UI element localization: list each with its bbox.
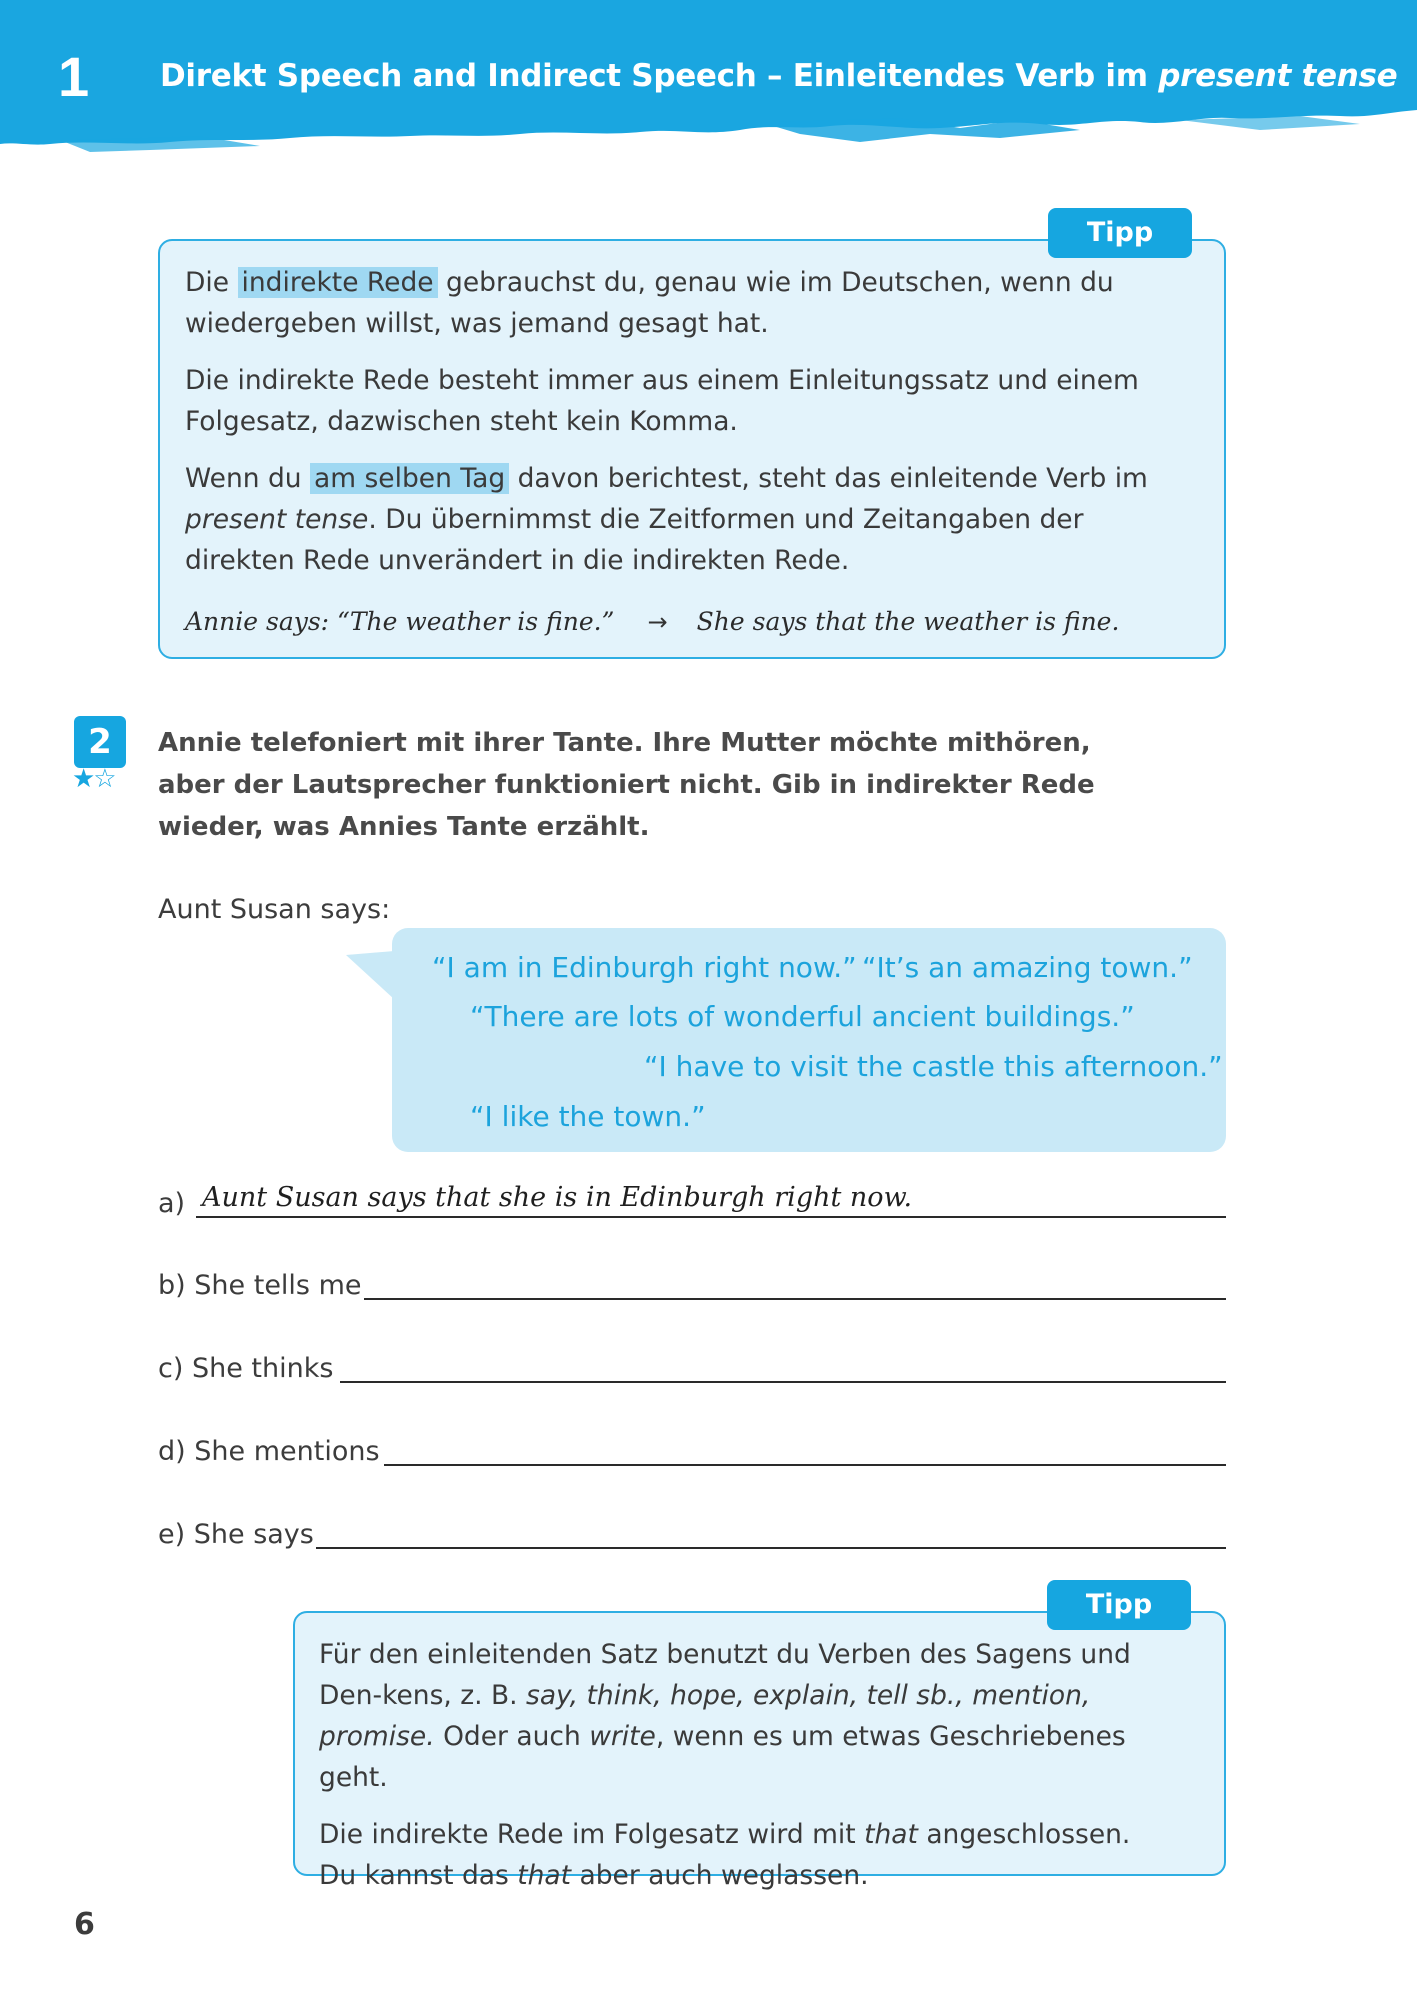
highlight-am-selben-tag: am selben Tag: [310, 463, 509, 494]
answer-b-row: b) She tells me: [158, 1270, 362, 1301]
answer-c-prefix: She thinks: [191, 1353, 334, 1384]
tipp-2-text: [319, 1634, 1199, 1896]
example-indirect-speech: She says that the weather is fine.: [696, 607, 1120, 636]
answer-c-line[interactable]: [340, 1381, 1226, 1383]
answer-a-filled: Aunt Susan says that she is in Edinburgh right now.: [202, 1182, 913, 1213]
quote-4: “I have to visit the castle this afternoon.”: [644, 1050, 1223, 1083]
tipp-2-paragraph-3: Du kannst das that aber auch weglassen.: [319, 1860, 869, 1891]
answer-b-prefix: She tells me: [194, 1270, 362, 1301]
answer-d-row: d) She mentions: [158, 1436, 380, 1467]
page-number: 6: [74, 1907, 95, 1942]
tipp-1-example: [185, 602, 1119, 645]
difficulty-stars-icon: ★☆: [72, 764, 115, 794]
answer-a-line[interactable]: [196, 1216, 1226, 1218]
answer-b-line[interactable]: [364, 1298, 1226, 1300]
quote-5: “I like the town.”: [470, 1100, 706, 1133]
answer-e-line[interactable]: [316, 1547, 1226, 1549]
chapter-title: Direkt Speech and Indirect Speech – Einleitendes Verb im present tense: [160, 58, 1398, 94]
answer-a-label: a): [158, 1188, 186, 1219]
tipp-1-paragraph-1: Die indirekte Rede gebrauchst du, genau wie im Deutschen, wenn du wiedergeben willst, was jemand gesagt hat.: [185, 267, 1114, 339]
tipp-1-paragraph-3: Wenn du am selben Tag davon berichtest, steht das einleitende Verb im present tense. Du übernimmst die Zeitformen und Zeitangaben der direkten Rede unverändert in die indirekten Rede.: [185, 463, 1148, 576]
tipp-1-text: [185, 262, 1200, 581]
answer-c-row: c) She thinks: [158, 1353, 334, 1384]
tipp-tab-1: Tipp: [1048, 208, 1192, 258]
answer-d-line[interactable]: [384, 1464, 1226, 1466]
arrow-icon: →: [647, 608, 668, 636]
answer-e-prefix: She says: [193, 1519, 314, 1550]
tipp-tab-2: Tipp: [1047, 1580, 1191, 1630]
quote-1: “I am in Edinburgh right now.”: [432, 951, 857, 984]
speaker-label: Aunt Susan says:: [158, 894, 391, 925]
task-number-badge: 2: [74, 716, 126, 768]
task-instruction: Annie telefoniert mit ihrer Tante. Ihre Mutter möchte mithören, aber der Lautsprecher funktioniert nicht. Gib in indirekter Rede wieder, was Annies Tante erzählt.: [158, 728, 1095, 842]
tipp-1-paragraph-2: Die indirekte Rede besteht immer aus einem Einleitungssatz und einem Folgesatz, dazwischen steht kein Komma.: [185, 365, 1139, 437]
quote-2: “It’s an amazing town.”: [862, 951, 1193, 984]
answer-e-row: e) She says: [158, 1519, 314, 1550]
chapter-number: 1: [58, 45, 90, 108]
tipp-2-paragraph-1: Für den einleitenden Satz benutzt du Verben des Sagens und Den-kens, z. B. say, think, hope, explain, tell sb., mention, promise. Oder auch write, wenn es um etwas Geschriebenes geht.: [319, 1639, 1131, 1793]
highlight-indirekte-rede: indirekte Rede: [238, 267, 438, 298]
quote-3: “There are lots of wonderful ancient buildings.”: [470, 1000, 1135, 1033]
tipp-2-paragraph-2: Die indirekte Rede im Folgesatz wird mit that angeschlossen.: [319, 1819, 1131, 1850]
example-direct-speech: Annie says: “The weather is fine.”: [185, 607, 615, 636]
answer-d-prefix: She mentions: [194, 1436, 380, 1467]
